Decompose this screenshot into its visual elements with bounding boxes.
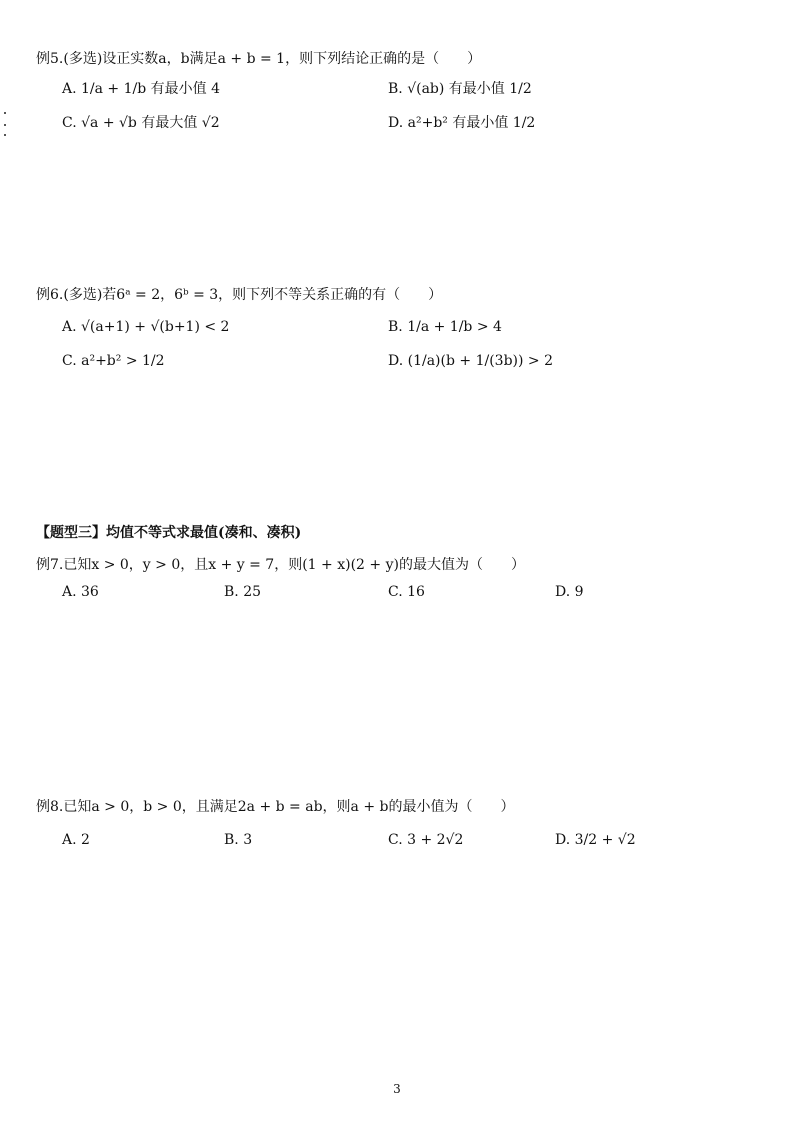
q5-option-b: B. √(ab) 有最小值 1/2	[388, 81, 532, 97]
q6-option-c: C. a²+b² > 1/2	[62, 353, 165, 369]
q8-option-a: A. 2	[62, 832, 90, 848]
q6-option-b: B. 1/a + 1/b > 4	[388, 319, 502, 335]
margin-mark	[4, 134, 6, 136]
section-heading: 【题型三】均值不等式求最值(凑和、凑积)	[36, 525, 302, 541]
q8-option-d: D. 3/2 + √2	[555, 832, 636, 848]
question-5-stem: 例5.(多选)设正实数a，b满足a + b = 1，则下列结论正确的是（ ）	[36, 51, 482, 67]
q5-option-c: C. √a + √b 有最大值 √2	[62, 115, 220, 131]
q8-option-c: C. 3 + 2√2	[388, 832, 464, 848]
q7-option-d: D. 9	[555, 584, 584, 600]
question-8-stem: 例8.已知a > 0，b > 0，且满足2a + b = ab，则a + b的最小值为（ ）	[36, 799, 515, 815]
q8-option-b: B. 3	[224, 832, 253, 848]
q7-option-a: A. 36	[62, 584, 99, 600]
q7-option-b: B. 25	[224, 584, 262, 600]
q7-option-c: C. 16	[388, 584, 425, 600]
page-number: 3	[393, 1082, 401, 1096]
q6-option-d: D. (1/a)(b + 1/(3b)) > 2	[388, 353, 553, 369]
margin-mark	[4, 124, 6, 126]
question-7-stem: 例7.已知x > 0，y > 0，且x + y = 7，则(1 + x)(2 + y)的最大值为（ ）	[36, 557, 525, 573]
margin-mark	[4, 112, 6, 114]
q5-option-d: D. a²+b² 有最小值 1/2	[388, 115, 536, 131]
question-6-stem: 例6.(多选)若6ᵃ = 2，6ᵇ = 3，则下列不等关系正确的有（ ）	[36, 287, 443, 303]
q6-option-a: A. √(a+1) + √(b+1) < 2	[62, 319, 230, 335]
q5-option-a: A. 1/a + 1/b 有最小值 4	[62, 81, 221, 97]
